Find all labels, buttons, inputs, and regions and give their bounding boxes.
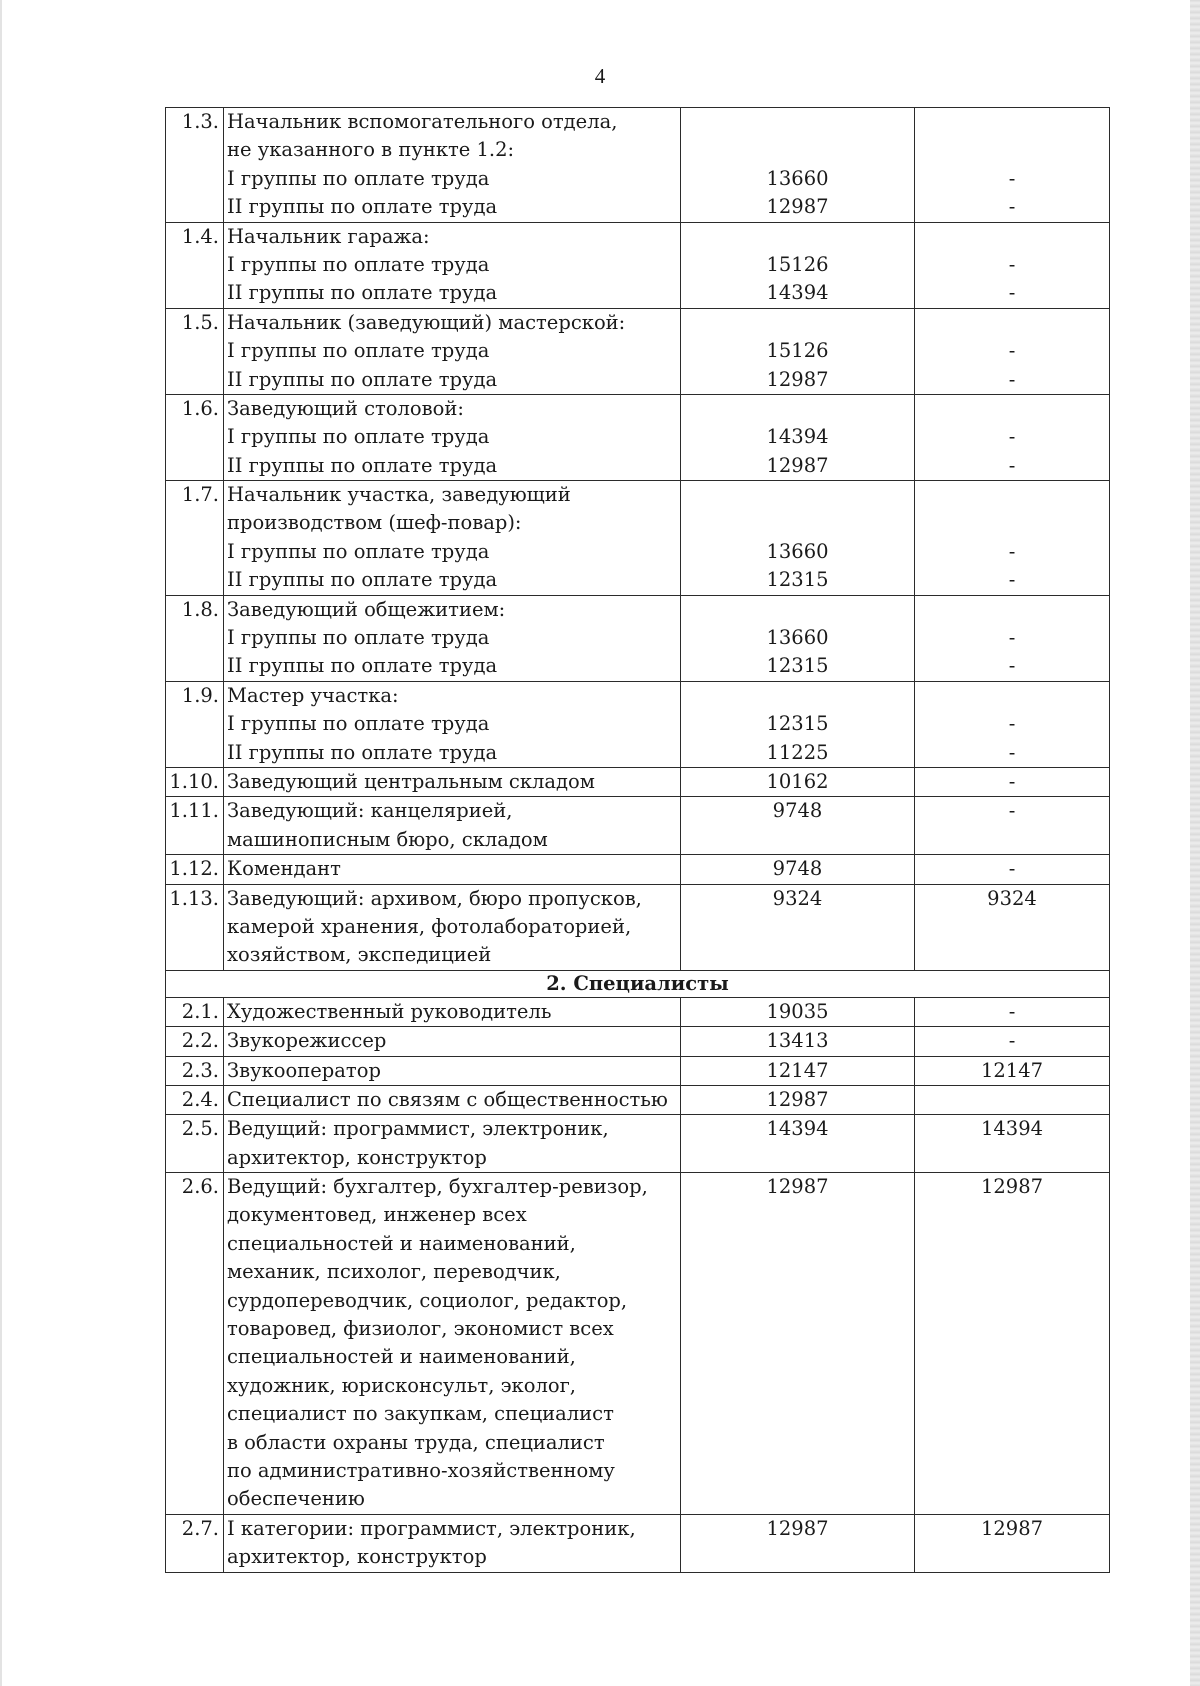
salary-value-cell [681, 1027, 915, 1056]
salary-value-2-cell [915, 767, 1110, 796]
row-number-cell [166, 1056, 224, 1085]
salary-value [681, 1144, 914, 1172]
position-name-line: специалист по закупкам, специалист [227, 1402, 614, 1426]
salary-value-2 [915, 913, 1109, 941]
salary-value [681, 481, 914, 509]
row-number: 2.4. [181, 1087, 219, 1111]
salary-value-2-cell [915, 797, 1110, 855]
salary-value: 10162 [766, 769, 829, 793]
position-name-line: I группы по оплате труда [227, 539, 490, 563]
salary-value-2: - [1008, 425, 1016, 449]
salary-value-2: 9324 [987, 886, 1037, 910]
section-row [166, 970, 1110, 997]
row-number: 1.4. [181, 224, 219, 248]
position-name-line: I категории: программист, электроник, [227, 1516, 636, 1540]
table-row [166, 1027, 1110, 1056]
row-number: 2.1. [181, 999, 219, 1023]
position-name-line: Заведующий: архивом, бюро пропусков, [227, 886, 642, 910]
row-number-cell [166, 108, 224, 223]
salary-value-2: 12987 [980, 1175, 1044, 1199]
salary-value-cell [681, 1514, 915, 1572]
salary-value: 12987 [766, 1516, 829, 1540]
table-row [166, 1173, 1110, 1515]
salary-value: 12987 [766, 367, 829, 391]
salary-value-cell [681, 1056, 915, 1085]
position-name-line: специальностей и наименований, [227, 1231, 576, 1255]
position-name-line: I группы по оплате труда [227, 166, 490, 190]
salary-value-2-cell [915, 997, 1110, 1026]
salary-value-cell [681, 797, 915, 855]
salary-value: 11225 [766, 740, 829, 764]
position-name-line: художник, юрисконсульт, эколог, [227, 1373, 577, 1397]
salary-value [681, 509, 914, 537]
salary-value: 13660 [766, 166, 829, 190]
row-number-cell [166, 1115, 224, 1173]
salary-value-cell [681, 767, 915, 796]
row-number-cell [166, 681, 224, 767]
salary-value: 9324 [772, 886, 823, 910]
salary-value-2-cell [915, 595, 1110, 681]
table-row [166, 222, 1110, 308]
salary-value-2: - [1008, 769, 1016, 793]
position-name-line: Заведующий центральным складом [227, 769, 595, 793]
salary-value: 13660 [766, 539, 829, 563]
salary-value [681, 913, 914, 941]
row-number: 1.10. [169, 769, 219, 793]
position-name-line: Художественный руководитель [227, 999, 552, 1023]
position-name-line: Звукооператор [227, 1058, 381, 1082]
salary-value-2-cell [915, 1027, 1110, 1056]
position-name-line: архитектор, конструктор [227, 1145, 487, 1169]
position-name-line: производством (шеф-повар): [227, 511, 522, 535]
position-name-line: специальностей и наименований, [227, 1345, 576, 1369]
position-name-line: хозяйством, экспедицией [227, 943, 492, 967]
position-name-cell [224, 1056, 681, 1085]
row-number-cell [166, 222, 224, 308]
salary-value-2: 12147 [980, 1058, 1044, 1082]
position-name-line: Мастер участка: [227, 683, 399, 707]
table-row [166, 767, 1110, 796]
row-number-cell [166, 767, 224, 796]
salary-value [681, 136, 914, 164]
salary-value-2: - [1008, 654, 1016, 678]
row-number-cell [166, 394, 224, 480]
salary-value-2-cell [915, 394, 1110, 480]
salary-value-cell [681, 681, 915, 767]
table-row [166, 997, 1110, 1026]
salary-value [681, 108, 914, 136]
salary-value [681, 682, 914, 710]
row-number-cell [166, 308, 224, 394]
salary-value-cell [681, 222, 915, 308]
salary-value-cell [681, 481, 915, 596]
table-row [166, 595, 1110, 681]
salary-value: 13413 [766, 1029, 829, 1053]
position-name-cell [224, 855, 681, 884]
salary-value-2 [915, 1086, 1109, 1114]
position-name-cell [224, 222, 681, 308]
row-number-cell [166, 997, 224, 1026]
salary-value-cell [681, 1173, 915, 1515]
position-name-line: в области охраны труда, специалист [227, 1430, 605, 1454]
position-name-cell [224, 767, 681, 796]
salary-value [681, 1543, 914, 1571]
salary-value-2-cell [915, 108, 1110, 223]
row-number-cell [166, 1514, 224, 1572]
salary-value-2 [915, 223, 1109, 251]
position-name-cell [224, 681, 681, 767]
salary-value-2 [915, 395, 1109, 423]
table-row [166, 681, 1110, 767]
salary-value-2: - [1008, 626, 1016, 650]
position-name-cell [224, 1173, 681, 1515]
salary-value-2: - [1008, 281, 1016, 305]
salary-value [681, 596, 914, 624]
salary-value-2: 12987 [980, 1516, 1044, 1540]
salary-value: 14394 [766, 281, 829, 305]
row-number: 1.13. [169, 886, 219, 910]
position-name-line: обеспечению [227, 1487, 365, 1511]
salary-value-cell [681, 997, 915, 1026]
row-number: 2.6. [181, 1175, 219, 1199]
salary-value-2-cell [915, 222, 1110, 308]
scan-edge-right [1190, 0, 1200, 1686]
position-name-line: сурдопереводчик, социолог, редактор, [227, 1288, 628, 1312]
position-name-line: II группы по оплате труда [227, 740, 498, 764]
scan-edge-left [0, 0, 2, 1686]
table-row [166, 1085, 1110, 1114]
position-name-line: I группы по оплате труда [227, 626, 490, 650]
salary-value-2: - [1008, 453, 1016, 477]
salary-value-2: - [1008, 367, 1016, 391]
salary-value-2: 14394 [980, 1117, 1044, 1141]
salary-value-2: - [1008, 857, 1016, 881]
position-name-line: I группы по оплате труда [227, 712, 490, 736]
salary-value-2: - [1008, 195, 1016, 219]
salary-value-2: - [1008, 568, 1016, 592]
salary-value-2 [915, 1144, 1109, 1172]
page-number: 4 [594, 64, 606, 88]
position-name-line: Заведующий столовой: [227, 396, 464, 420]
position-name-line: I группы по оплате труда [227, 252, 490, 276]
position-name-line: Комендант [227, 857, 341, 881]
salary-value [681, 941, 914, 969]
table-part-1 [166, 108, 1110, 971]
salary-value: 12315 [766, 654, 829, 678]
salary-value-2: - [1008, 740, 1016, 764]
section-2-header [166, 970, 1110, 997]
position-name-line: Звукорежиссер [227, 1029, 387, 1053]
table-row [166, 108, 1110, 223]
salary-value: 9748 [772, 799, 823, 823]
salary-value-2: - [1008, 539, 1016, 563]
table-row [166, 1115, 1110, 1173]
position-name-line: Заведующий общежитием: [227, 597, 506, 621]
position-name-cell [224, 797, 681, 855]
salary-value-2 [915, 826, 1109, 854]
row-number: 1.8. [181, 597, 219, 621]
position-name-line: механик, психолог, переводчик, [227, 1260, 561, 1284]
position-name-line: камерой хранения, фотолабораторией, [227, 914, 632, 938]
salary-value: 14394 [766, 1117, 829, 1141]
table-row [166, 308, 1110, 394]
salary-value: 12987 [766, 195, 829, 219]
section-title: 2. Специалисты [546, 971, 729, 995]
position-name-cell [224, 108, 681, 223]
position-name-line: II группы по оплате труда [227, 195, 498, 219]
row-number: 1.12. [169, 857, 219, 881]
position-name-line: Ведущий: бухгалтер, бухгалтер-ревизор, [227, 1175, 648, 1199]
position-name-cell [224, 394, 681, 480]
position-name-line: II группы по оплате труда [227, 281, 498, 305]
position-name-cell [224, 481, 681, 596]
salary-value-2: - [1008, 799, 1016, 823]
position-name-line: Начальник (заведующий) мастерской: [227, 310, 626, 334]
salary-value [681, 826, 914, 854]
row-number: 1.3. [181, 110, 219, 133]
salary-value: 15126 [766, 339, 829, 363]
salary-value-cell [681, 394, 915, 480]
position-name-line: Специалист по связям с общественностью [227, 1087, 668, 1111]
row-number: 1.5. [181, 310, 219, 334]
row-number: 1.6. [181, 396, 219, 420]
row-number-cell [166, 595, 224, 681]
position-name-line: II группы по оплате труда [227, 568, 498, 592]
salary-value: 15126 [766, 252, 829, 276]
position-name-line: Ведущий: программист, электроник, [227, 1117, 609, 1141]
salary-value-2 [915, 941, 1109, 969]
salary-value-2 [915, 136, 1109, 164]
salary-value: 12987 [766, 453, 829, 477]
position-name-line: товаровед, физиолог, экономист всех [227, 1317, 614, 1341]
salary-value [681, 395, 914, 423]
position-name-cell [224, 1514, 681, 1572]
salary-value: 12315 [766, 568, 829, 592]
table-row [166, 394, 1110, 480]
salary-value-cell [681, 855, 915, 884]
position-name-cell [224, 884, 681, 970]
salary-value-2-cell [915, 884, 1110, 970]
salary-value-cell [681, 884, 915, 970]
salary-value-2: - [1008, 166, 1016, 190]
salary-value: 12987 [766, 1087, 829, 1111]
salary-value: 19035 [766, 999, 829, 1023]
table-row [166, 884, 1110, 970]
position-name-line: по административно-хозяйственному [227, 1458, 615, 1482]
salary-value: 9748 [772, 857, 823, 881]
position-name-line: I группы по оплате труда [227, 425, 490, 449]
position-name-cell [224, 1027, 681, 1056]
salary-value-2-cell [915, 1173, 1110, 1515]
salary-value: 14394 [766, 425, 829, 449]
row-number-cell [166, 1085, 224, 1114]
row-number: 2.3. [181, 1058, 219, 1082]
position-name-line: архитектор, конструктор [227, 1545, 487, 1569]
table-row [166, 855, 1110, 884]
salary-value-2-cell [915, 308, 1110, 394]
salary-table [165, 107, 1110, 1573]
salary-value-2: - [1008, 712, 1016, 736]
salary-value: 12315 [766, 712, 829, 736]
position-name-cell [224, 1115, 681, 1173]
row-number: 2.7. [181, 1516, 219, 1540]
position-name-cell [224, 997, 681, 1026]
salary-value [681, 309, 914, 337]
salary-value-2-cell [915, 1056, 1110, 1085]
table-row [166, 1056, 1110, 1085]
salary-value-2-cell [915, 481, 1110, 596]
salary-value-2-cell [915, 1514, 1110, 1572]
position-name-line: II группы по оплате труда [227, 367, 498, 391]
salary-value-2-cell [915, 1085, 1110, 1114]
row-number: 1.7. [181, 483, 219, 507]
salary-value-2: - [1008, 1029, 1016, 1053]
row-number-cell [166, 1173, 224, 1515]
salary-value-2 [915, 1543, 1109, 1571]
position-name-line: Начальник вспомогательного отдела, [227, 110, 618, 133]
row-number: 2.5. [181, 1117, 219, 1141]
row-number-cell [166, 797, 224, 855]
section-cell [166, 970, 1110, 997]
salary-value: 13660 [766, 626, 829, 650]
row-number-cell [166, 481, 224, 596]
salary-value-2: - [1008, 252, 1016, 276]
position-name-cell [224, 1085, 681, 1114]
row-number-cell [166, 1027, 224, 1056]
position-name-line: не указанного в пункте 1.2: [227, 138, 515, 162]
table-row [166, 481, 1110, 596]
position-name-cell [224, 595, 681, 681]
position-name-line: машинописным бюро, складом [227, 827, 548, 851]
salary-value [681, 223, 914, 251]
salary-value: 12147 [766, 1058, 829, 1082]
salary-value-cell [681, 308, 915, 394]
position-name-line: I группы по оплате труда [227, 339, 490, 363]
salary-value-2 [915, 596, 1109, 624]
salary-value-2 [915, 309, 1109, 337]
salary-value-2-cell [915, 1115, 1110, 1173]
row-number-cell [166, 855, 224, 884]
salary-value-cell [681, 1115, 915, 1173]
salary-value-2: - [1008, 999, 1016, 1023]
position-name-line: Начальник участка, заведующий [227, 483, 571, 507]
position-name-line: II группы по оплате труда [227, 654, 498, 678]
row-number: 2.2. [181, 1029, 219, 1053]
position-name-cell [224, 308, 681, 394]
salary-value-cell [681, 1085, 915, 1114]
salary-value-2 [915, 682, 1109, 710]
table-row [166, 797, 1110, 855]
salary-value: 12987 [766, 1175, 829, 1199]
salary-value-2-cell [915, 855, 1110, 884]
salary-value-2 [915, 481, 1109, 509]
salary-value-2-cell [915, 681, 1110, 767]
salary-value-cell [681, 108, 915, 223]
salary-value-2 [915, 108, 1109, 136]
table-part-2 [166, 997, 1110, 1572]
position-name-line: Заведующий: канцелярией, [227, 799, 513, 823]
row-number-cell [166, 884, 224, 970]
position-name-line: документовед, инженер всех [227, 1203, 527, 1227]
salary-value-cell [681, 595, 915, 681]
position-name-line: Начальник гаража: [227, 224, 430, 248]
row-number: 1.9. [181, 683, 219, 707]
table-row [166, 1514, 1110, 1572]
row-number: 1.11. [169, 799, 219, 823]
position-name-line: II группы по оплате труда [227, 453, 498, 477]
salary-value-2: - [1008, 339, 1016, 363]
salary-value-2 [915, 509, 1109, 537]
